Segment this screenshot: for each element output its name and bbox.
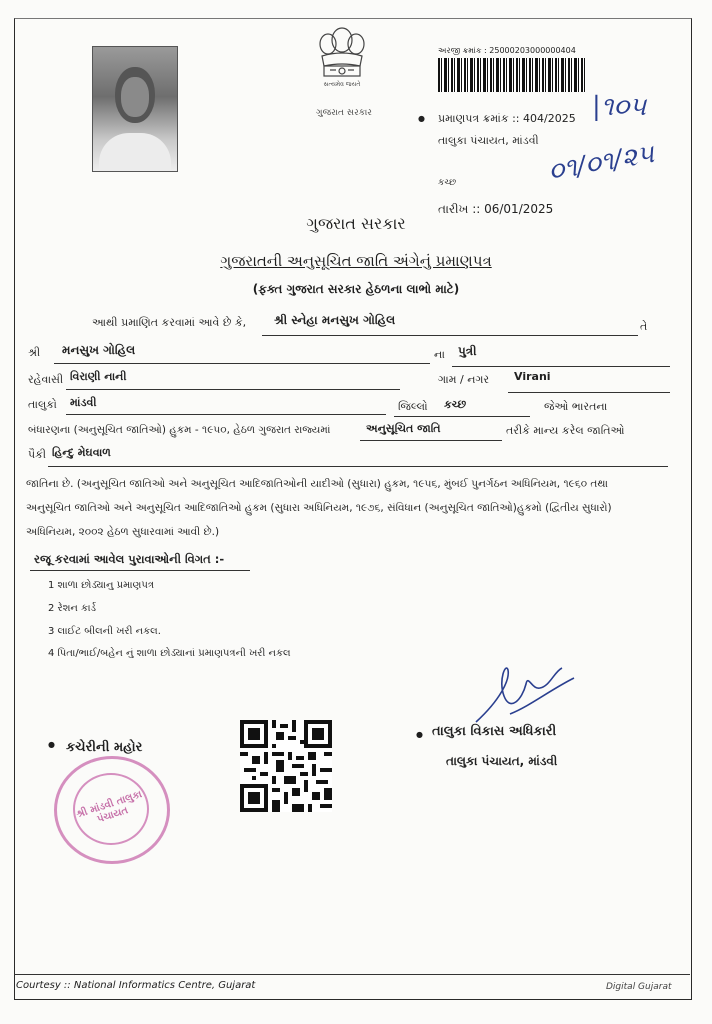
barcode <box>438 58 586 92</box>
te-text: તે <box>640 320 648 333</box>
taluka-value: માંડવી <box>70 396 97 409</box>
village-label: ગામ / નગર <box>438 373 490 386</box>
handwritten-date: ૦૧/૦૧/૨૫ <box>546 138 657 188</box>
holder-name: શ્રી સ્નેહા મનસુખ ગોહિલ <box>274 313 396 327</box>
issue-date: તારીખ :: 06/01/2025 <box>438 202 554 216</box>
svg-text:સત્યમેવ જયતે: સત્યમેવ જયતે <box>323 81 361 88</box>
office-seal-label: કચેરીની મહોર <box>66 740 143 755</box>
caste-category: અનુસૂચિત જાતિ <box>366 422 441 435</box>
evidence-item: 2 રેશન કાર્ડ <box>48 603 97 614</box>
certificate-number: પ્રમાણપત્ર ક્રમાંક :: 404/2025 <box>438 112 576 125</box>
para-line-3: અધિનિયમ, ૨૦૦૨ હેઠળ સુધારવામાં આવી છે.) <box>26 526 220 538</box>
parent-name: મનસુખ ગોહિલ <box>62 343 136 357</box>
from-label: પૈકી <box>28 448 47 461</box>
shri-label: શ્રી <box>28 346 41 359</box>
para-line-1: જાતિના છે. (અનુસૂચિત જાતિઓ અને અનુસૂચિત આદિજાતિઓની યાદીઓ (સુધારા) હુકમ, ૧૯૫૬, મુંબઈ પુનર્ગઠન અધિનિયમ, ૧૯૬૦ તથા <box>26 478 608 490</box>
taluka-panchayat: તાલુકા પંચાયત, માંડવી <box>438 134 539 147</box>
certificate-subtitle: (ફક્ત ગુજરાત સરકાર હેઠળના લાભો માટે) <box>252 282 460 296</box>
office-seal: શ્રી માંડવી તાલુકા પંચાયત <box>54 756 170 864</box>
handwritten-number: |૧૦૫ <box>592 92 647 122</box>
digital-gujarat-text: Digital Gujarat <box>606 982 672 992</box>
certificate-title: ગુજરાતની અનુસૂચિત જાતિ અંગેનું પ્રમાણપત્ર <box>220 252 492 270</box>
emblem-caption: ગુજરાત સરકાર <box>316 108 372 118</box>
relation-prefix: ના <box>434 348 445 361</box>
state-emblem-icon <box>308 22 376 92</box>
courtesy-text: Courtesy :: National Informatics Centre, Gujarat <box>16 980 256 991</box>
applicant-photo <box>92 46 178 172</box>
district: કચ્છ <box>438 178 457 188</box>
para-line-2: અનુસૂચિત જાતિઓ અને અનુસૂચિત આદિજાતિઓ હુકમ (સુધારા અધિનિયમ, ૧૯૭૬, સંવિધાન (અનુસૂચિત જાતિઓ)હુકમો (દ્વિતીય સુધારો) <box>26 502 612 514</box>
which-india-text: જેઓ ભારતના <box>544 400 608 413</box>
village-value: Virani <box>514 370 551 383</box>
evidence-heading: રજૂ કરવામાં આવેલ પુરાવાઓની વિગત :- <box>34 552 225 566</box>
relation: પુત્રી <box>458 344 477 358</box>
district-value: કચ્છ <box>444 398 467 411</box>
evidence-item: 4 પિતા/ભાઈ/બહેન નું શાળા છોડ્યાનાં પ્રમાણપત્રની ખરી નકલ <box>48 648 291 659</box>
certificate-page: સત્યમેવ જયતે ગુજરાત સરકાર અરજી ક્રમાંક : 25000203000000404 ● પ્રમાણપત્ર ક્રમાંક :: 404/2025 તાલુકા પંચાયત, માંડવી કચ્છ તારીખ :: 06/01/2025 |૧૦૫ ૦૧/૦૧/૨૫ ગુજરાત સરકાર ગુજરાતની અનુસૂચિત જાતિ અંગેનું પ્રમાણપત્ર (ફક્ત ગુજરાત સરકાર હેઠળના લાભો માટે) આથી પ્રમાણિત કરવામાં આવે છે કે, શ્રી સ્નેહા મનસુખ ગોહિલ તે શ્રી મનસુખ ગોહિલ ના પુત્રી રહેવાસી વિરાણી નાની ગામ / નગર Virani તાલુકો માંડવી જિલ્લો કચ્છ જેઓ ભારતના બંધારણના (અનુસૂચિત જાતિઓ) હુકમ - ૧૯૫૦, હેઠળ ગુજરાત રાજ્યમાં અનુસૂચિત જાતિ તરીકે માન્ય કરેલ જાતિઓ પૈકી હિન્દુ મેઘવાળ જાતિના છે. (અનુસૂચિત જાતિઓ અને અનુસૂચિત આદિજાતિઓની યાદીઓ (સુધારા) હુકમ, ૧૯૫૬, મુંબઈ પુનર્ગઠન અધિનિયમ, ૧૯૬૦ તથા અનુસૂચિત જાતિઓ અને અનુસૂચિત આદિજાતિઓ હુકમ (સુધારા અધિનિયમ, ૧૯૭૬, સંવિધાન (અનુસૂચિત જાતિઓ)હુકમો (દ્વિતીય સુધારો) અધિનિયમ, ૨૦૦૨ હેઠળ સુધારવામાં આવી છે.) રજૂ કરવામાં આવેલ પુરાવાઓની વિગત :- 1 શાળા છોડ્યાનુ પ્રમાણપત્ર 2 રેશન કાર્ડ 3 લાઈટ બીલની ખરી નકલ. 4 પિતા/ભાઈ/બહેન નું શાળા છોડ્યાનાં પ્રમાણપત્રની ખરી નકલ કચેરીની મહોર ● શ્રી માંડવી તાલુકા પંચાયત તાલુકા વિકાસ અધિકારી તાલુકા પંચાયત, માંડવી ● Courtesy :: National Informatics Centre, Gujarat Digital Gujarat <box>0 0 712 1024</box>
qr-code-icon <box>240 720 332 812</box>
district-label: જિલ્લો <box>398 400 428 413</box>
constitution-text: બંધારણના (અનુસૂચિત જાતિઓ) હુકમ - ૧૯૫૦, હેઠળ ગુજરાત રાજ્યમાં <box>28 424 331 436</box>
officer-title: તાલુકા વિકાસ અધિકારી <box>432 724 557 739</box>
officer-signature <box>470 660 580 730</box>
caste-name: હિન્દુ મેઘવાળ <box>52 446 111 459</box>
application-number: અરજી ક્રમાંક : 25000203000000404 <box>438 46 576 55</box>
certify-text: આથી પ્રમાણિત કરવામાં આવે છે કે, <box>92 316 247 329</box>
officer-office: તાલુકા પંચાયત, માંડવી <box>446 754 558 768</box>
resident-value: વિરાણી નાની <box>70 370 127 383</box>
resident-label: રહેવાસી <box>28 373 64 386</box>
evidence-item: 1 શાળા છોડ્યાનુ પ્રમાણપત્ર <box>48 580 154 591</box>
taluka-label: તાલુકો <box>28 398 57 411</box>
evidence-item: 3 લાઈટ બીલની ખરી નકલ. <box>48 626 161 637</box>
recognized-text: તરીકે માન્ય કરેલ જાતિઓ <box>506 424 625 437</box>
government-title: ગુજરાત સરકાર <box>306 214 406 233</box>
